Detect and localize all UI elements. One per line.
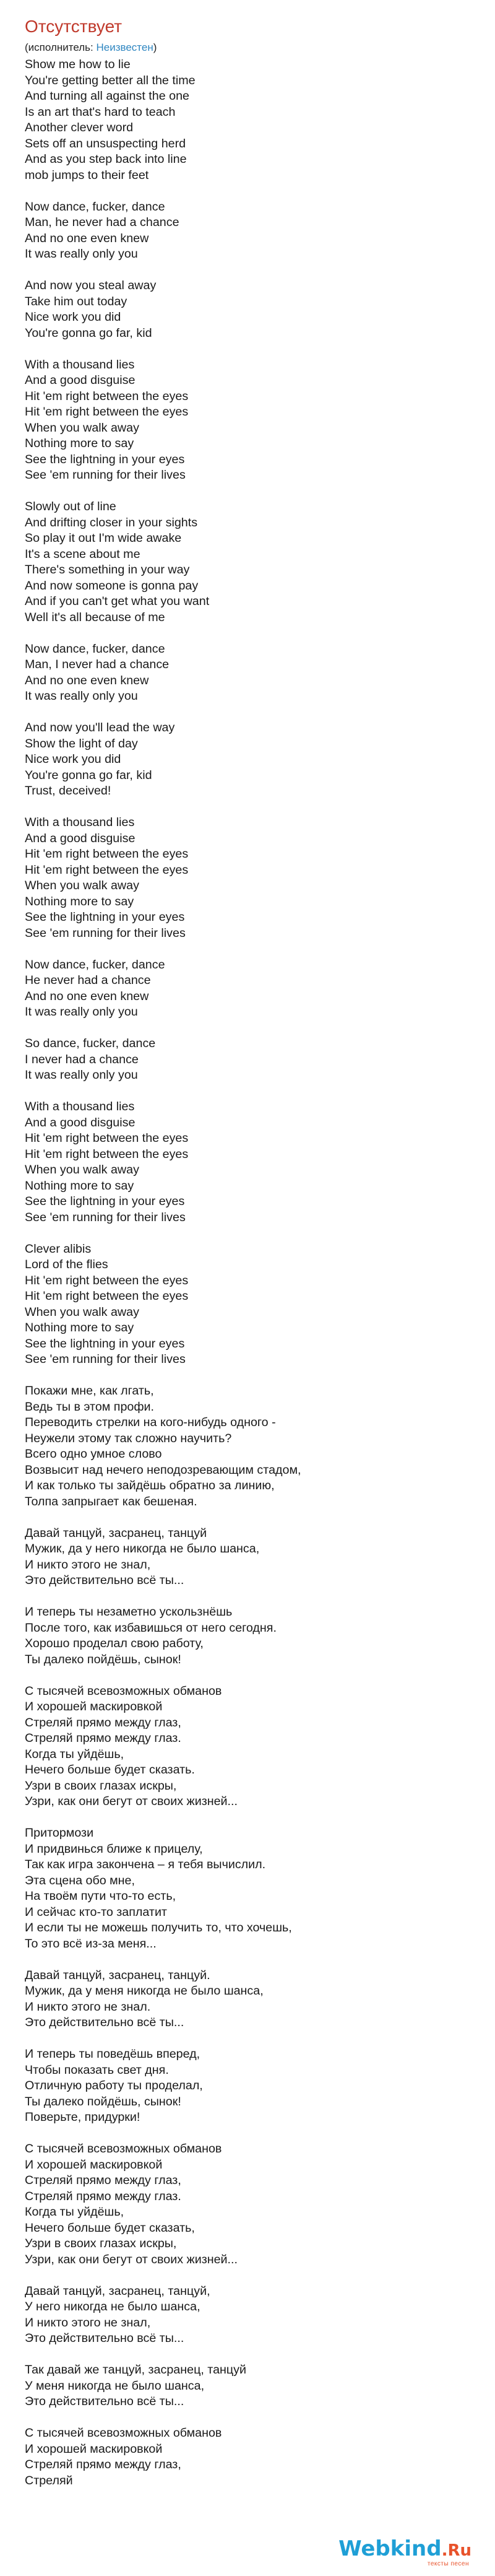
lyrics-line: See 'em running for their lives [25, 1210, 186, 1224]
lyrics-line: Man, he never had a chance [25, 215, 179, 229]
performer-suffix: ) [153, 41, 157, 53]
lyrics-line: With a thousand lies [25, 357, 135, 372]
lyrics-line: See the lightning in your eyes [25, 452, 185, 466]
lyrics-stanza [25, 1036, 470, 1084]
lyrics-stanza [25, 1099, 470, 1225]
lyrics-line: Стреляй прямо между глаз. [25, 2189, 181, 2203]
lyrics-line: Hit 'em right between the eyes [25, 1147, 189, 1161]
lyrics-line: Поверьте, придурки! [25, 2110, 140, 2124]
lyrics-line: Нечего больше будет сказать. [25, 1763, 195, 1777]
lyrics-line: Узри, как они бегут от своих жизней... [25, 1795, 238, 1808]
lyrics-text [25, 57, 470, 2489]
lyrics-line: Это действительно всё ты... [25, 1573, 184, 1587]
lyrics-line: It was really only you [25, 1068, 138, 1082]
lyrics-line: And now you steal away [25, 279, 157, 292]
lyrics-line: Хорошо проделал свою работу, [25, 1637, 204, 1650]
lyrics-line: Притормози [25, 1826, 94, 1840]
lyrics-line: Стреляй прямо между глаз, [25, 2174, 181, 2187]
lyrics-line: Nice work you did [25, 752, 121, 766]
lyrics-stanza [25, 2141, 470, 2268]
lyrics-line: Мужик, да у меня никогда не было шанса, [25, 1984, 264, 1998]
lyrics-line: Hit 'em right between the eyes [25, 1131, 189, 1145]
lyrics-line: Hit 'em right between the eyes [25, 1273, 189, 1287]
lyrics-line: Это действительно всё ты... [25, 2016, 184, 2029]
lyrics-line: Now dance, fucker, dance [25, 957, 165, 972]
lyrics-line: And drifting closer in your sights [25, 515, 198, 529]
lyrics-line: Давай танцуй, засранец, танцуй [25, 1526, 207, 1540]
lyrics-line: У меня никогда не было шанса, [25, 2378, 205, 2393]
lyrics-line: И хорошей маскировкой [25, 1700, 163, 1713]
lyrics-line: And no one even knew [25, 673, 149, 687]
lyrics-line: И никто этого не знал. [25, 1999, 151, 2014]
lyrics-line: Неужели этому так сложно научить? [25, 1431, 232, 1445]
lyrics-line: With a thousand lies [25, 816, 135, 829]
lyrics-line: Hit 'em right between the eyes [25, 863, 189, 877]
lyrics-line: See the lightning in your eyes [25, 910, 185, 924]
lyrics-line: Мужик, да у него никогда не было шанса, [25, 1542, 260, 1556]
lyrics-line: И хорошей маскировкой [25, 2157, 163, 2172]
lyrics-line: Это действительно всё ты... [25, 2395, 184, 2408]
lyrics-line: Так как игра закончена – я тебя вычислил. [25, 1858, 266, 1871]
lyrics-stanza [25, 57, 470, 183]
lyrics-line: Ведь ты в этом профи. [25, 1399, 155, 1414]
lyrics-line: И теперь ты незаметно ускользнёшь [25, 1605, 233, 1619]
lyrics-line: Is an art that's hard to teach [25, 105, 176, 119]
lyrics-line: Hit 'em right between the eyes [25, 405, 189, 419]
lyrics-line: Nice work you did [25, 310, 121, 324]
lyrics-stanza [25, 499, 470, 625]
lyrics-line: Давай танцуй, засранец, танцуй. [25, 1968, 210, 1982]
lyrics-line: And a good disguise [25, 1115, 136, 1129]
webkind-logo[interactable] [338, 2538, 471, 2568]
lyrics-line: Покажи мне, как лгать, [25, 1384, 154, 1398]
lyrics-line: И сейчас кто-то заплатит [25, 1905, 167, 1919]
lyrics-line: И никто этого не знал, [25, 2315, 151, 2330]
lyrics-line: Это действительно всё ты... [25, 2331, 184, 2345]
lyrics-stanza [25, 2426, 470, 2489]
lyrics-line: Возвысит над нечего неподозревающим стадом, [25, 1463, 301, 1477]
lyrics-line: Узри в своих глазах искры, [25, 2237, 177, 2250]
lyrics-stanza [25, 278, 470, 341]
lyrics-stanza [25, 2284, 470, 2347]
lyrics-line: And now someone is gonna pay [25, 578, 199, 593]
performer-line [25, 41, 470, 54]
lyrics-line: Now dance, fucker, dance [25, 199, 165, 214]
lyrics-line: Nothing more to say [25, 894, 134, 908]
lyrics-stanza [25, 2362, 470, 2410]
lyrics-line: See 'em running for their lives [25, 1352, 186, 1366]
lyrics-line: Hit 'em right between the eyes [25, 847, 189, 861]
lyrics-line: When you walk away [25, 1163, 139, 1177]
lyrics-line: You're gonna go far, kid [25, 768, 152, 782]
lyrics-stanza [25, 1526, 470, 1589]
lyrics-line: See 'em running for their lives [25, 468, 186, 482]
lyrics-line: And as you step back into line [25, 152, 187, 166]
lyrics-line: He never had a chance [25, 973, 151, 987]
lyrics-line: И придвинься ближе к прицелу, [25, 1842, 203, 1856]
lyrics-line: See the lightning in your eyes [25, 1336, 185, 1351]
logo-kind-text: kind [390, 2536, 442, 2561]
lyrics-line: Sets off an unsuspecting herd [25, 136, 186, 150]
lyrics-line: It's a scene about me [25, 547, 140, 561]
lyrics-line: And no one even knew [25, 231, 149, 245]
lyrics-line: И если ты не можешь получить то, что хочешь, [25, 1921, 292, 1934]
lyrics-line: Well it's all because of me [25, 610, 165, 624]
lyrics-line: Когда ты уйдёшь, [25, 1747, 124, 1761]
lyrics-line: Отличную работу ты проделал, [25, 2079, 203, 2092]
lyrics-line: Толпа запрыгает как бешеная. [25, 1494, 197, 1508]
lyrics-line: You're gonna go far, kid [25, 326, 152, 340]
lyrics-stanza [25, 1604, 470, 1668]
lyrics-line: When you walk away [25, 879, 139, 892]
lyrics-line: Всего одно умное слово [25, 1447, 162, 1461]
lyrics-line: You're getting better all the time [25, 73, 196, 87]
lyrics-line: Стреляй [25, 2473, 73, 2487]
lyrics-stanza [25, 1684, 470, 1810]
lyrics-line: Show me how to lie [25, 58, 131, 71]
lyrics-line: И хорошей маскировкой [25, 2442, 163, 2456]
lyrics-line: Lord of the flies [25, 1258, 108, 1271]
lyrics-line: Узри в своих глазах искры, [25, 1778, 177, 1793]
lyrics-line: Стреляй прямо между глаз, [25, 2458, 181, 2471]
lyrics-line: То это всё из-за меня... [25, 1936, 157, 1951]
lyrics-line: When you walk away [25, 420, 139, 435]
lyrics-line: Давай танцуй, засранец, танцуй, [25, 2284, 210, 2298]
logo-web-text: Web [338, 2536, 390, 2561]
lyrics-stanza [25, 1242, 470, 1368]
lyrics-line: У него никогда не было шанса, [25, 2300, 200, 2313]
lyrics-line: Стреляй прямо между глаз, [25, 1715, 181, 1730]
lyrics-stanza [25, 1825, 470, 1952]
lyrics-stanza [25, 1383, 470, 1510]
lyrics-line: See 'em running for their lives [25, 926, 186, 940]
lyrics-line: Когда ты уйдёшь, [25, 2205, 124, 2219]
lyrics-line: Hit 'em right between the eyes [25, 389, 189, 403]
lyrics-stanza [25, 1968, 470, 2031]
lyrics-line: И никто этого не знал, [25, 1557, 151, 1572]
lyrics-stanza [25, 720, 470, 799]
lyrics-line: Show the light of day [25, 736, 138, 751]
lyrics-line: С тысячей всевозможных обманов [25, 1684, 222, 1698]
lyrics-stanza [25, 199, 470, 263]
logo-tagline: тексты песен [427, 2561, 469, 2567]
lyrics-line: Slowly out of line [25, 500, 116, 513]
lyrics-line: And now you'll lead the way [25, 721, 175, 734]
lyrics-line: When you walk away [25, 1305, 139, 1319]
lyrics-line: На твоём пути что-то есть, [25, 1889, 176, 1903]
lyrics-line: And a good disguise [25, 831, 136, 845]
lyrics-stanza [25, 642, 470, 705]
lyrics-line: Man, I never had a chance [25, 658, 170, 671]
lyrics-line: And a good disguise [25, 373, 136, 387]
lyrics-line: Переводить стрелки на кого-нибудь одного - [25, 1416, 276, 1429]
lyrics-line: So dance, fucker, dance [25, 1037, 156, 1050]
lyrics-line: I never had a chance [25, 1052, 139, 1066]
lyrics-line: Another clever word [25, 121, 134, 134]
lyrics-line: Ты далеко пойдёшь, сынок! [25, 2094, 181, 2108]
lyrics-line: It was really only you [25, 689, 138, 703]
lyrics-line: Нечего больше будет сказать, [25, 2221, 195, 2235]
lyrics-line: Чтобы показать свет дня. [25, 2063, 169, 2077]
lyrics-line: There's something in your way [25, 563, 190, 577]
lyrics-line: Nothing more to say [25, 437, 134, 450]
lyrics-line: So play it out I'm wide awake [25, 531, 182, 545]
song-title: Отсутствует [25, 17, 123, 36]
lyrics-line: And if you can't get what you want [25, 594, 210, 608]
lyrics-line: It was really only you [25, 247, 138, 261]
lyrics-line: mob jumps to their feet [25, 168, 149, 182]
lyrics-stanza [25, 357, 470, 484]
lyrics-line: И теперь ты поведёшь вперед, [25, 2047, 200, 2061]
lyrics-line: Так давай же танцуй, засранец, танцуй [25, 2363, 247, 2377]
lyrics-line: Take him out today [25, 294, 127, 308]
lyrics-line: Trust, deceived! [25, 784, 111, 798]
lyrics-line: It was really only you [25, 1005, 138, 1019]
lyrics-line: Эта сцена обо мне, [25, 1873, 135, 1887]
lyrics-line: Nothing more to say [25, 1178, 134, 1193]
performer-link[interactable]: Неизвестен [96, 41, 153, 53]
lyrics-stanza [25, 815, 470, 941]
lyrics-line: Стреляй прямо между глаз. [25, 1731, 181, 1745]
lyrics-line: And no one even knew [25, 989, 149, 1003]
performer-prefix: (исполнитель: [25, 41, 97, 53]
lyrics-line: Узри, как они бегут от своих жизней... [25, 2252, 238, 2266]
lyrics-line: И как только ты зайдёшь обратно за линию, [25, 1479, 275, 1492]
lyrics-line: С тысячей всевозможных обманов [25, 2142, 222, 2156]
lyrics-line: С тысячей всевозможных обманов [25, 2426, 222, 2440]
lyrics-line: And turning all against the one [25, 89, 189, 103]
lyrics-line: После того, как избавишься от него сегодня. [25, 1621, 277, 1635]
logo-wordmark [338, 2538, 471, 2562]
lyrics-line: See the lightning in your eyes [25, 1194, 185, 1208]
lyrics-line: With a thousand lies [25, 1100, 135, 1113]
lyrics-line: Now dance, fucker, dance [25, 642, 165, 656]
lyrics-stanza [25, 957, 470, 1020]
lyrics-line: Clever alibis [25, 1242, 92, 1256]
lyrics-line: Ты далеко пойдёшь, сынок! [25, 1652, 181, 1666]
lyrics-line: Hit 'em right between the eyes [25, 1289, 189, 1303]
lyrics-line: Nothing more to say [25, 1321, 134, 1334]
lyrics-stanza [25, 2047, 470, 2126]
logo-ru-text: .Ru [441, 2541, 471, 2560]
